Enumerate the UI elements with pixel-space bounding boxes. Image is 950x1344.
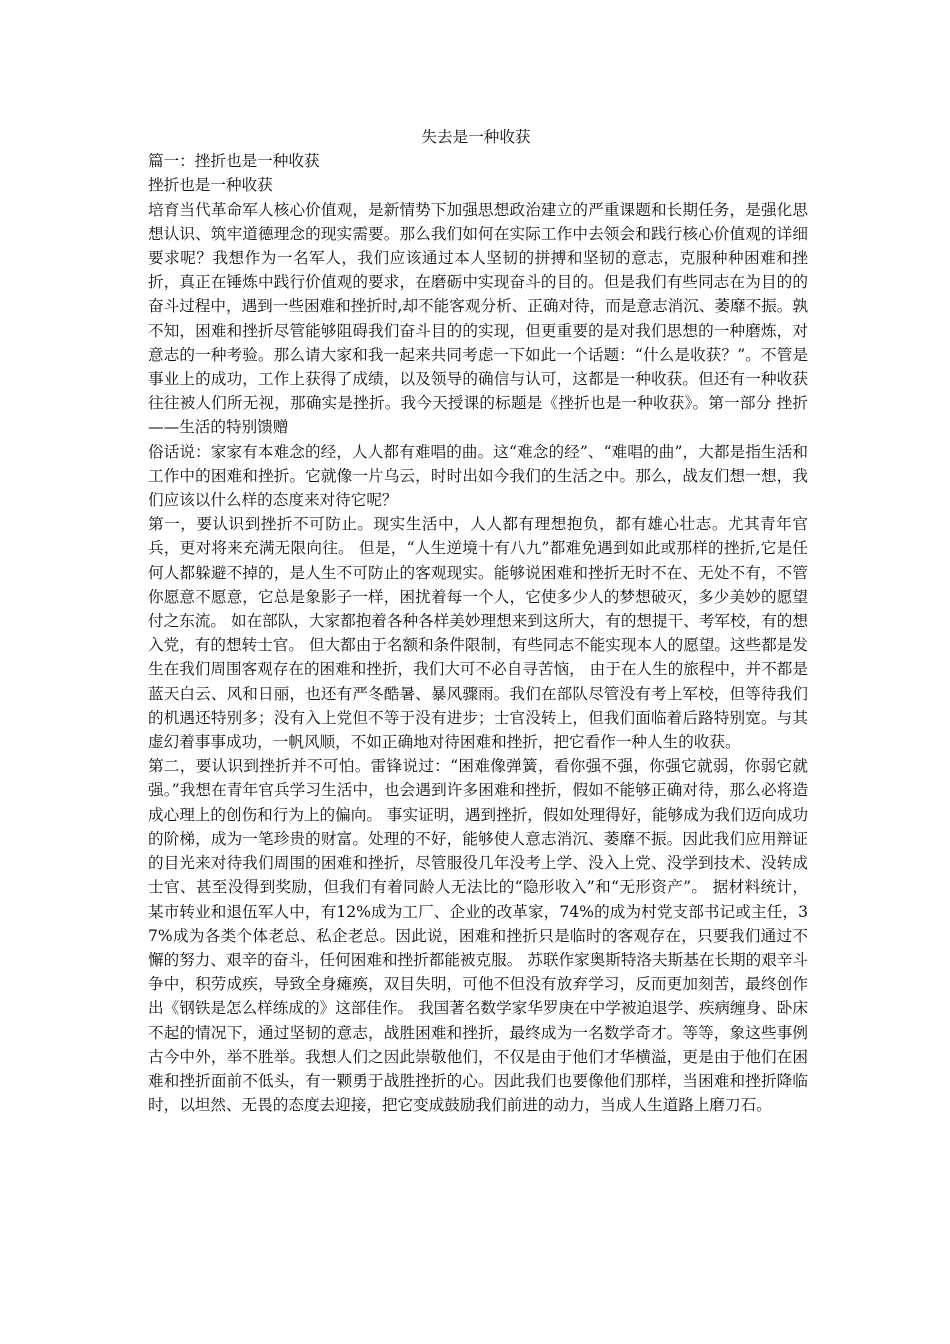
subheading: 挫折也是一种收获 <box>148 176 273 195</box>
paragraph-second-point: 第二，要认识到挫折并不可怕。雷锋说过：“困难像弹簧，看你强不强，你强它就弱，你弱它就强。”我想在青年官兵学习生活中，也会遇到许多困难和挫折，假如不能够正确对待，那么必将造成心理上的创伤和行为上的偏向。 事实证明，遇到挫折，假如处理得好，能够成为我们迈向成功的阶梯，成为一笔珍贵的财富。处理的不好，能够使人意志消沉、萎靡不振。因此我们应用辩证的目光来对待我们周围的困难和挫折，尽管服役几年没考上学、没入上党、没学到技术、没转成士官、甚至没得到奖励，但我们有着同龄人无法比的“隐形收入”和“无形资产”。 据材料统计，某市转业和退伍军人中，有12%成为工厂、企业的改革家，74%的成为村党支部书记或主任，37%成为各类个体老总、私企老总。因此说，困难和挫折只是临时的客观存在，只要我们通过不懈的努力、艰辛的奋斗，任何困难和挫折都能被克服。 苏联作家奥斯特洛夫斯基在长期的艰辛斗争中，积劳成疾，导致全身瘫痪，双目失明，可他不但没有放弃学习，反而更加刻苦，最终创作出《钢铁是怎么样练成的》这部佳作。 我国著名数学家华罗庚在中学被迫退学、疾病缠身、卧床不起的情况下，通过坚韧的意志，战胜困难和挫折，最终成为一名数学奇才。等等，象这些事例古今中外，举不胜举。我想人们之因此崇敬他们，不仅是由于他们才华横溢，更是由于他们在困难和挫折面前不低头，有一颗勇于战胜挫折的心。因此我们也要像他们那样，当困难和挫折降临时，以坦然、无畏的态度去迎接，把它变成鼓励我们前进的动力，当成人生道路上磨刀石。 <box>148 757 808 1115</box>
document-body <box>144 125 808 1117</box>
paragraph-proverb: 俗话说：家家有本难念的经，人人都有难唱的曲。这“难念的经”、“难唱的曲”，大都是指生活和工作中的困难和挫折。它就像一片乌云，时时出如今我们的生活之中。那么，战友们想一想，我们应该以什么样的态度来对待它呢？ <box>148 442 808 510</box>
paragraph-first-point: 第一，要认识到挫折不可防止。现实生活中，人人都有理想抱负，都有雄心壮志。尤其青年官兵，更对将来充满无限向往。 但是，“人生逆境十有八九”都难免遇到如此或那样的挫折,它是任何人都躲避不掉的，是人生不可防止的客观现实。能够说困难和挫折无时不在、无处不有，不管你愿意不愿意，它总是象影子一样，困扰着每一个人，它使多少人的梦想破灭，多少美妙的愿望付之东流。 如在部队，大家都抱着各种各样美妙理想来到这所大，有的想提干、考军校，有的想入党，有的想转士官。 但大都由于名额和条件限制，有些同志不能实现本人的愿望。这些都是发生在我们周围客观存在的困难和挫折，我们大可不必自寻苦恼， 由于在人生的旅程中，并不都是蓝天白云、风和日丽，也还有严冬酷暑、暴风骤雨。我们在部队尽管没有考上军校，但等待我们的机遇还特别多；没有入上党但不等于没有进步；士官没转上，但我们面临着后路特别宽。与其虚幻着事事成功，一帆风顺，不如正确地对待困难和挫折，把它看作一种人生的收获。 <box>148 515 808 752</box>
document-title: 失去是一种收获 <box>421 128 531 146</box>
paragraph-intro: 培育当代革命军人核心价值观，是新情势下加强思想政治建立的严重课题和长期任务，是强化思想认识、筑牢道德理念的现实需要。那么我们如何在实际工作中去领会和践行核心价值观的详细要求呢？我想作为一名军人，我们应该通过本人坚韧的拼搏和坚韧的意志，克服种种困难和挫折，真正在锤炼中践行价值观的要求，在磨砺中实现奋斗的目的。但是我们有些同志在为目的的奋斗过程中，遇到一些困难和挫折时,却不能客观分析、正确对待，而是意志消沉、萎靡不振。孰不知，困难和挫折尽管能够阻碍我们奋斗目的的实现，但更重要的是对我们思想的一种磨炼，对意志的一种考验。那么请大家和我一起来共同考虑一下如此一个话题：“什么是收获？”。不管是事业上的成功，工作上获得了成绩，以及领导的确信与认可，这都是一种收获。但还有一种收获往往被人们所无视，那确实是挫折。我今天授课的标题是《挫折也是一种收获》。第一部分 挫折——生活的特别馈赠 <box>148 200 808 437</box>
section-heading: 篇一：挫折也是一种收获 <box>148 152 320 171</box>
